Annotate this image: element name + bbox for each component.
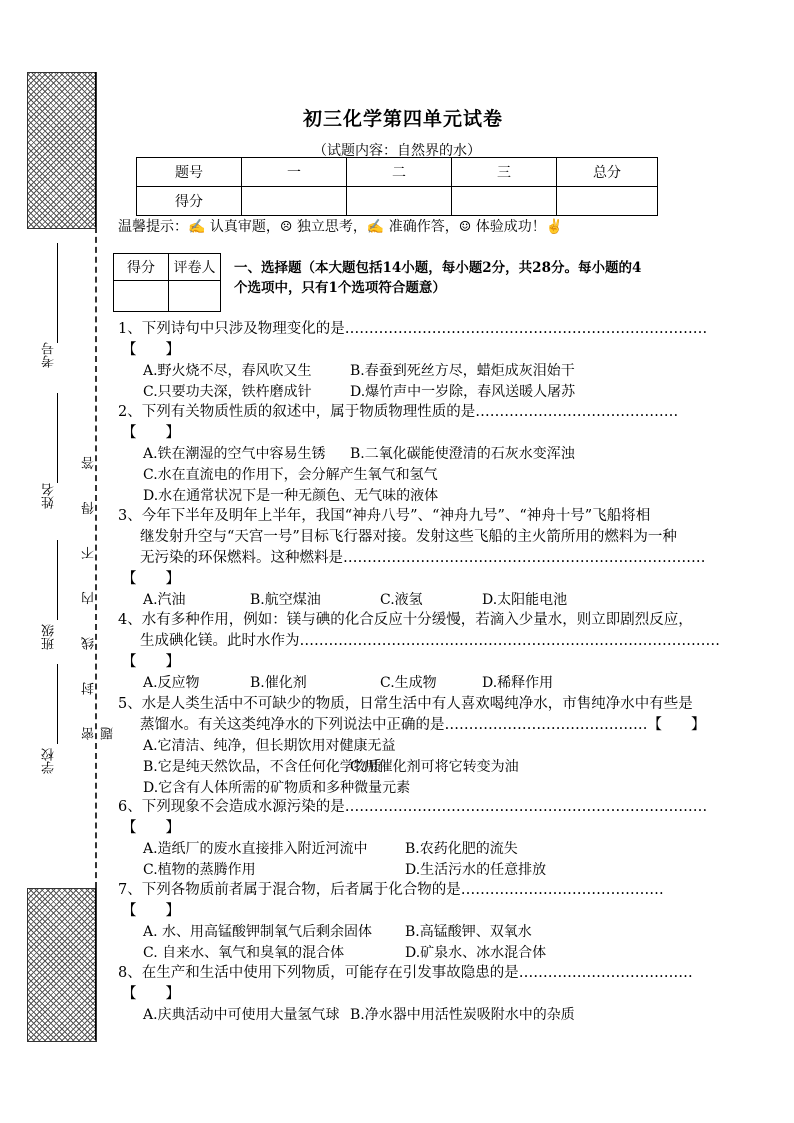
question-text: 2、下列有关物质性质的叙述中，属于物质物理性质的是…………………………………… <box>118 404 679 420</box>
tip-line: 温馨提示：✍ 认真审题，☹ 独立思考，✍ 准确作答，☺ 体验成功！✌ <box>118 219 564 235</box>
option-item[interactable]: B.净水器中用活性炭吸附水中的杂质 <box>350 1007 575 1023</box>
grader-name-cell[interactable] <box>169 281 221 312</box>
option-item[interactable]: B.二氧化碳能使澄清的石灰水变浑浊 <box>350 446 575 462</box>
name-label: 姓名 <box>42 483 57 509</box>
question-text: 3、今年下半年及明年上半年，我国“神舟八号”、“神舟九号”、“神舟十号”飞船将相 <box>118 508 651 524</box>
school-label: 学校 <box>42 748 57 774</box>
question-text: 无污染的环保燃料。这种燃料是………………………………………………………………… <box>140 550 706 566</box>
answer-bracket[interactable]: 【 】 <box>122 903 180 919</box>
header-cell: 三 <box>452 158 557 187</box>
header-cell: 题号 <box>137 158 242 187</box>
question-text: 蒸馏水。有关这类纯净水的下列说法中正确的是……………………………………【 】 <box>140 717 706 733</box>
option-item[interactable]: D.生活污水的任意排放 <box>405 862 547 878</box>
subtitle: （试题内容：自然界的水） <box>313 143 481 159</box>
question-text: 4、水有多种作用，例如：镁与碘的化合反应十分缓慢，若滴入少量水，则立即剧烈反应， <box>118 612 693 628</box>
binding-pattern-bottom <box>27 888 97 1042</box>
question-text: 生成碘化镁。此时水作为…………………………………………………………………………… <box>140 633 720 649</box>
grader-table <box>113 253 221 312</box>
option-item[interactable]: C.液氢 <box>380 592 423 608</box>
option-item[interactable]: A.反应物 <box>143 675 200 691</box>
option-item[interactable]: D.太阳能电池 <box>482 592 568 608</box>
option-item[interactable]: B.航空煤油 <box>250 592 321 608</box>
option-item[interactable]: B.农药化肥的流失 <box>405 841 518 857</box>
option-item[interactable]: C.生成物 <box>380 675 437 691</box>
option-item[interactable]: A. 水、用高锰酸钾制氧气后剩余固体 <box>143 924 373 940</box>
score-table-score-row <box>137 187 658 216</box>
section1-line1: 一、选择题（本大题包括14小题，每小题2分，共28分。每小题的4 <box>234 260 642 276</box>
option-item[interactable]: C. 自来水、氧气和臭氧的混合体 <box>143 945 345 961</box>
school-line <box>57 664 58 744</box>
option-item[interactable]: C.水在直流电的作用下，会分解产生氧气和氢气 <box>143 467 438 483</box>
grader-input-row <box>114 281 221 312</box>
option-item[interactable]: B.高锰酸钾、双氧水 <box>405 924 532 940</box>
option-item[interactable]: B.春蚕到死丝方尽，蜡炬成灰泪始干 <box>350 363 575 379</box>
option-item[interactable]: B.催化剂 <box>250 675 307 691</box>
answer-bracket[interactable]: 【 】 <box>122 986 180 1002</box>
section1-heading-1 <box>234 258 641 279</box>
exam-no-label: 考号 <box>42 342 57 368</box>
option-item[interactable]: D.水在通常状况下是一种无颜色、无气味的液体 <box>143 488 439 504</box>
header-cell: 二 <box>347 158 452 187</box>
option-item[interactable]: A.它清洁、纯净，但长期饮用对健康无益 <box>143 738 396 754</box>
score-table <box>136 157 658 216</box>
score-cell[interactable] <box>557 187 658 216</box>
option-item[interactable]: D.爆竹声中一岁除，春风送暖人屠苏 <box>350 384 576 400</box>
option-item[interactable]: A.造纸厂的废水直接排入附近河流中 <box>143 841 368 857</box>
answer-bracket[interactable]: 【 】 <box>122 820 180 836</box>
name-line <box>57 393 58 483</box>
option-item[interactable]: C.植物的蒸腾作用 <box>143 862 256 878</box>
score-cell[interactable] <box>242 187 347 216</box>
question-text: 继发射升空与“天宫一号”目标飞行器对接。发射这些飞船的主火箭所用的燃料为一种 <box>140 529 677 545</box>
option-item[interactable]: D.稀释作用 <box>482 675 554 691</box>
section1-heading-2 <box>234 278 446 299</box>
question-text: 7、下列各物质前者属于混合物，后者属于化合物的是…………………………………… <box>118 882 664 898</box>
answer-bracket[interactable]: 【 】 <box>122 342 180 358</box>
question-text: 8、在生产和生活中使用下列物质，可能存在引发事故隐患的是……………………………… <box>118 965 693 981</box>
option-item[interactable]: D.矿泉水、冰水混合体 <box>405 945 547 961</box>
header-cell: 总分 <box>557 158 658 187</box>
score-cell[interactable] <box>347 187 452 216</box>
question-text: 5、水是人类生活中不可缺少的物质，日常生活中有人喜欢喝纯净水，市售纯净水中有些是 <box>118 696 693 712</box>
binding-solid-line-bottom <box>95 888 96 1040</box>
option-item[interactable]: C.用催化剂可将它转变为油 <box>350 759 519 775</box>
score-table-header-row <box>137 158 658 187</box>
option-item[interactable]: A.铁在潮湿的空气中容易生锈 <box>143 446 326 462</box>
option-item[interactable]: A.野火烧不尽，春风吹又生 <box>143 363 312 379</box>
answer-bracket[interactable]: 【 】 <box>122 425 180 441</box>
section1-line2: 个选项中，只有1个选项符合题意） <box>234 280 446 296</box>
grader-header-row <box>114 254 221 281</box>
answer-bracket[interactable]: 【 】 <box>122 571 180 587</box>
score-cell[interactable] <box>452 187 557 216</box>
option-item[interactable]: D.它含有人体所需的矿物质和多种微量元素 <box>143 780 411 796</box>
grader-score-header: 得分 <box>114 254 169 281</box>
header-cell: 一 <box>242 158 347 187</box>
class-line <box>57 540 58 620</box>
option-item[interactable]: A.汽油 <box>143 592 186 608</box>
row-label: 得分 <box>137 187 242 216</box>
question-text: 6、下列现象不会造成水源污染的是………………………………………………………………… <box>118 799 708 815</box>
exam-no-line <box>57 243 58 343</box>
option-item[interactable]: A.庆典活动中可使用大量氢气球 <box>143 1007 340 1023</box>
grader-score-cell[interactable] <box>114 281 169 312</box>
answer-bracket[interactable]: 【 】 <box>122 654 180 670</box>
option-item[interactable]: C.只要功夫深，铁杵磨成针 <box>143 384 312 400</box>
seal-warning: 密 封 线 内 不 得 答 题 <box>82 442 116 740</box>
grader-name-header: 评卷人 <box>169 254 221 281</box>
option-item[interactable]: B.它是纯天然饮品，不含任何化学物质 <box>143 759 382 775</box>
class-label: 班级 <box>42 624 57 650</box>
page-title: 初三化学第四单元试卷 <box>302 108 503 130</box>
question-text: 1、下列诗句中只涉及物理变化的是………………………………………………………………… <box>118 321 708 337</box>
